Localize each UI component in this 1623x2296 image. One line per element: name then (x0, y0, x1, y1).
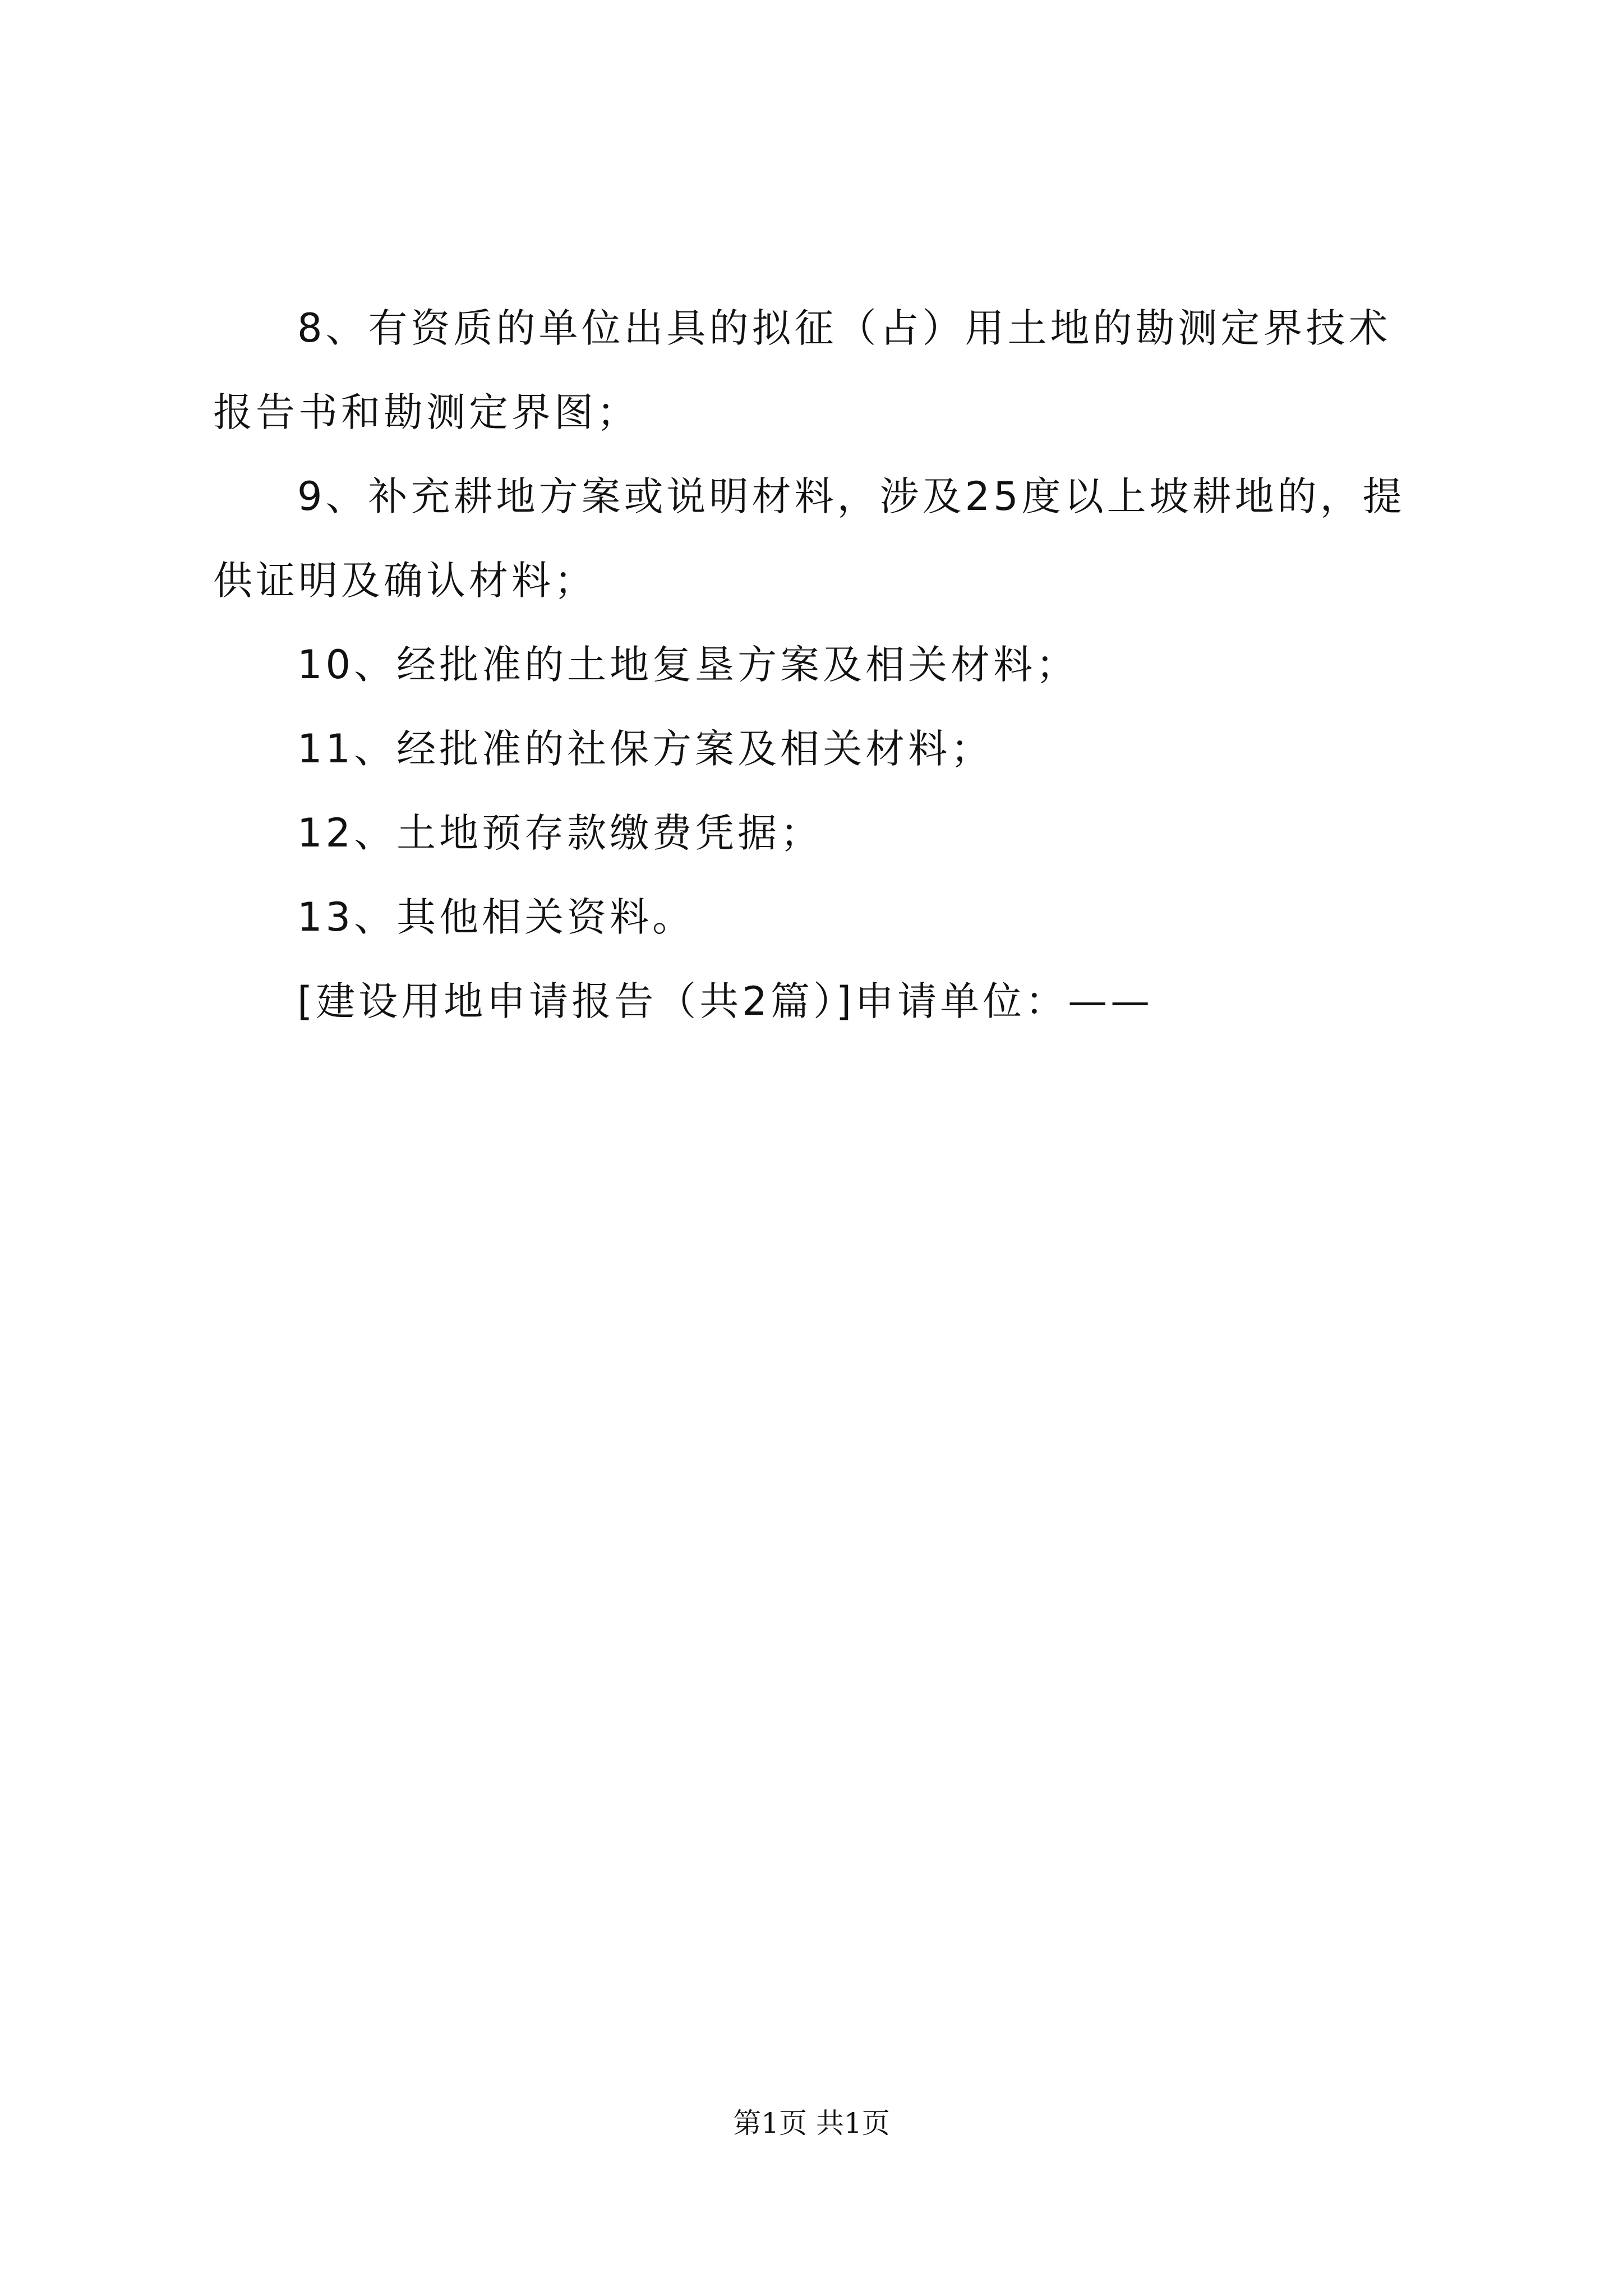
list-item-12: 12、土地预存款缴费凭据； (297, 810, 823, 856)
list-item-11: 11、经批准的社保方案及相关材料； (297, 726, 994, 772)
list-item-10: 10、经批准的土地复垦方案及相关材料； (297, 642, 1079, 688)
page-number-footer: 第1页 共1页 (733, 2107, 890, 2139)
list-item-9: 9、补充耕地方案或说明材料，涉及25度以上坡耕地的，提供证明及确认材料； (213, 473, 1405, 604)
document-title-line: [建设用地申请报告（共2篇）]申请单位：—— (297, 978, 1154, 1024)
list-item-13: 13、其他相关资料。 (297, 894, 695, 940)
list-item-8: 8、有资质的单位出具的拟征（占）用土地的勘测定界技术报告书和勘测定界图； (213, 305, 1391, 435)
document-body (213, 286, 1424, 1043)
